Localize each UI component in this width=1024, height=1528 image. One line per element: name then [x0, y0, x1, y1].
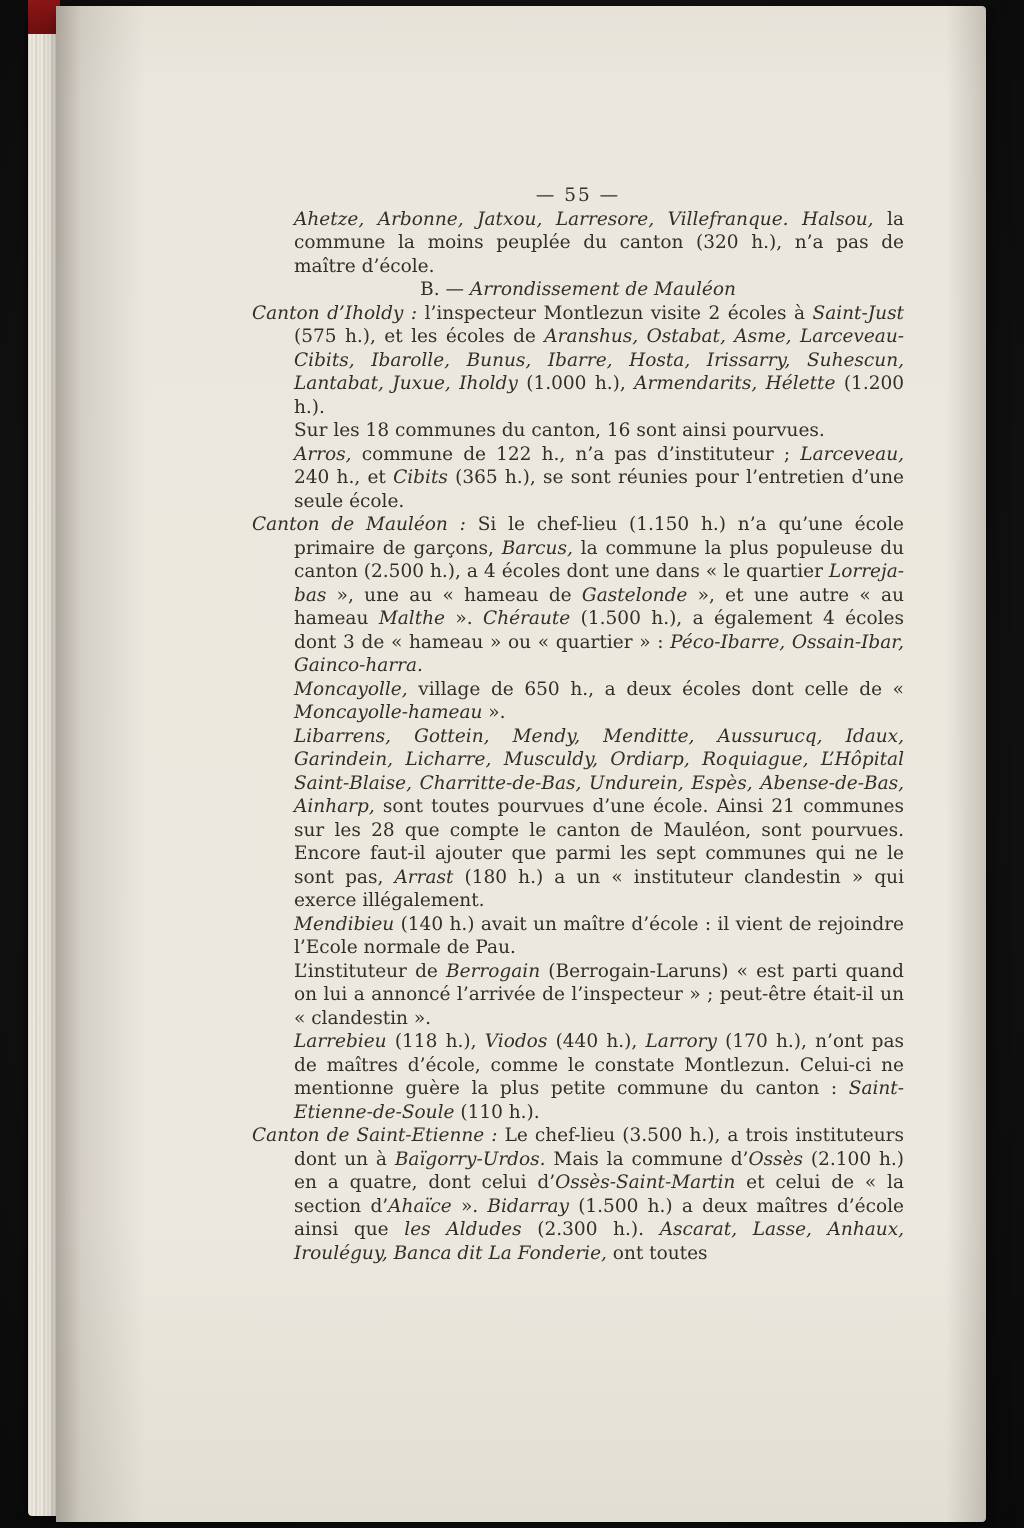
text-run: village de 650 h., a deux écoles dont celle de « [407, 678, 904, 700]
italic-text-run: Saint-Etienne-de-Soule [294, 1078, 904, 1123]
italic-text-run: Aranshus, Ostabat, Asme, Larceveau-Cibits, Ibarolle, Bunus, Ibarre, Hosta, Irissarry, Suhescun, Lantabat, Juxue, Iholdy [294, 326, 905, 394]
text-run: (365 h.), se sont réunies pour l’entretien d’une seule école. [294, 467, 904, 512]
text-run: Sur les 18 communes du canton, 16 sont ainsi pourvues. [294, 420, 825, 441]
italic-text-run: Larrebieu [294, 1031, 387, 1052]
text-run: (110 h.). [454, 1101, 540, 1123]
text-run: Si le chef-lieu (1.150 h.) n’a qu’une école primaire de garçons, [294, 514, 904, 559]
text-run: (1.000 h.), [517, 373, 635, 394]
text-run: », et une autre « au hameau [294, 584, 904, 629]
italic-text-run: Moncayolle-hameau [294, 702, 483, 723]
page-text [252, 184, 904, 1265]
paragraph [252, 913, 904, 960]
text-run: (170 h.), n’ont pas de maîtres d’école, comme le constate Montlezun. Celui-ci ne mentionne guère la plus petite commune du canton : [294, 1031, 904, 1099]
text-run: l’inspecteur Montlezun visite 2 écoles à [424, 302, 813, 324]
italic-text-run: Barcus, [501, 537, 573, 559]
text-run: (140 h.) avait un maître d’école : il vient de rejoindre l’Ecole normale de Pau. [294, 913, 904, 958]
paragraph [252, 208, 904, 279]
italic-text-run: Moncayolle, [294, 678, 408, 700]
italic-text-run: les Aldudes [404, 1219, 522, 1240]
italic-text-run: Péco-Ibarre, Ossain-Ibar, Gainco-harra. [294, 631, 904, 676]
text-run: B. — [420, 279, 470, 300]
italic-text-run: Armendarits, Hélette [634, 373, 836, 394]
text-run: L’instituteur de [294, 960, 447, 982]
italic-text-run: Viodos [484, 1031, 548, 1052]
italic-text-run: Cibits [393, 467, 448, 488]
italic-text-run: Berrogain [446, 960, 541, 982]
text-run: sont toutes pourvues d’une école. Ainsi 21 communes sur les 28 que compte le canton de Mauléon, sont pourvues. Encore faut-il ajouter que parmi les sept communes qui ne le sont pas, [294, 796, 904, 888]
italic-text-run: Canton de Mauléon : [252, 514, 478, 535]
text-run: commune de 122 h., n’a pas d’instituteur ; [351, 443, 801, 465]
paragraph [252, 443, 904, 514]
paragraph [252, 678, 904, 725]
text-run: (440 h.), [547, 1031, 646, 1052]
italic-text-run: Canton de Saint-Etienne : [252, 1125, 505, 1146]
text-run: ont toutes [606, 1242, 708, 1264]
italic-text-run: Malthe [378, 608, 445, 629]
page-number: — 55 — [535, 185, 621, 206]
italic-text-run: Arros, [294, 443, 352, 465]
italic-text-run: Bidarray [487, 1195, 569, 1217]
italic-text-run: Larceveau, [800, 443, 904, 465]
text-run: (118 h.), [386, 1031, 485, 1052]
italic-text-run: Arrondissement de Mauléon [469, 279, 736, 300]
text-run: », une au « hameau de [326, 584, 582, 606]
italic-text-run: Ascarat, Lasse, Anhaux, Irouléguy, Banca dit La Fonderie, [294, 1219, 905, 1264]
paragraph [252, 419, 904, 443]
italic-text-run: Libarrens, Gottein, Mendy, Menditte, Aussurucq, Idaux, Garindein, Licharre, Musculdy, Ordiarp, Roquiague, L’Hôpital Saint-Blaise, Charritte-de-Bas, Undurein, Espès, Abense-de-Bas, Ainharp, [294, 725, 904, 817]
paragraph [252, 1124, 904, 1265]
text-run: (2.100 h.) en a quatre, dont celui d’ [294, 1148, 904, 1193]
text-run: (575 h.), et les écoles de [294, 326, 545, 347]
paragraph [252, 960, 904, 1031]
text-run: (1.500 h.) a deux maîtres d’école ainsi que [294, 1195, 904, 1240]
text-run: (1.500 h.), a également 4 écoles dont 3 de « hameau » ou « quartier » : [294, 608, 904, 653]
italic-text-run: Mendibieu [294, 913, 395, 935]
text-run: (1.200 h.). [294, 373, 905, 418]
text-run: Mais la commune d’ [545, 1148, 749, 1170]
italic-text-run: Gastelonde [581, 584, 688, 606]
text-run: ». [482, 702, 506, 723]
text-run: Le chef-lieu (3.500 h.), a trois instituteurs dont un à [294, 1125, 904, 1170]
text-run: (Berrogain-Laruns) « est parti quand on lui a annoncé l’arrivée de l’inspecteur » ; peut-être était-il un « clandestin ». [294, 960, 904, 1029]
paragraph [252, 513, 904, 678]
text-run: (2.300 h.). [521, 1219, 660, 1240]
italic-text-run: Ossès-Saint-Martin [555, 1172, 736, 1193]
text-run: 240 h., et [294, 467, 394, 488]
italic-text-run: Ahetze, Arbonne, Jatxou, Larresore, Villefranque. Halsou, [294, 208, 874, 230]
paragraph [252, 725, 904, 913]
italic-text-run: Ossès [748, 1148, 804, 1170]
italic-text-run: Chéraute [483, 608, 571, 629]
book-page [56, 6, 986, 1522]
paragraph [252, 302, 904, 420]
text-run: et celui de « la section d’ [294, 1172, 904, 1217]
text-run: la commune la moins peuplée du canton (320 h.), n’a pas de maître d’école. [294, 208, 904, 277]
italic-text-run: Canton d’Iholdy : [252, 302, 425, 324]
italic-text-run: Baïgorry-Urdos. [394, 1148, 546, 1170]
text-run: (180 h.) a un « instituteur clandestin » qui exerce illégalement. [294, 866, 904, 911]
section-heading [252, 278, 904, 302]
italic-text-run: Lorreja-bas [294, 561, 904, 606]
text-run: ». [451, 1195, 488, 1217]
text-run: ». [445, 608, 484, 629]
italic-text-run: Larrory [645, 1031, 717, 1052]
text-run: la commune la plus populeuse du canton (2.500 h.), a 4 écoles dont une dans « le quartier [294, 537, 904, 582]
italic-text-run: Arrast [394, 866, 454, 888]
paragraph [252, 1030, 904, 1124]
italic-text-run: Saint-Just [812, 302, 904, 324]
italic-text-run: Ahaïce [388, 1195, 452, 1217]
